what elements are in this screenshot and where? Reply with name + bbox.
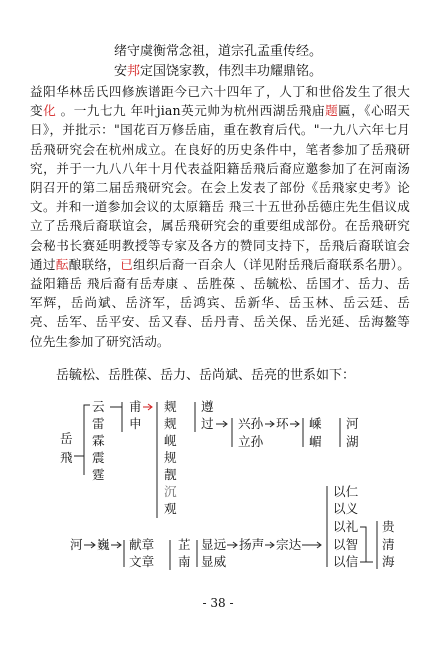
tree-node-mei: 嵋 xyxy=(309,434,322,449)
tree-root-2: 飛 xyxy=(60,450,73,465)
tree-node-he: 河 xyxy=(346,416,359,431)
tree-connector xyxy=(74,405,90,475)
tree-connector xyxy=(360,527,373,562)
highlight-text: 邦 xyxy=(126,64,140,79)
tree-node-hu: 湖 xyxy=(346,434,359,449)
tree-node-zongda: 宗达 xyxy=(276,537,302,552)
poem-line-2-text: 安邦定国饶家教，伟烈丰功耀鼎铭。 xyxy=(113,64,323,79)
genealogy-intro: 岳毓松、岳胜葆、岳力、岳尚斌、岳亮的世系如下： xyxy=(56,368,356,383)
highlight-text: 酝 xyxy=(55,256,69,272)
tree-node-xianwei: 显威 xyxy=(201,554,227,569)
tree-node-nan: 南 xyxy=(178,554,191,569)
tree-node-zhisun: 立孙 xyxy=(238,434,264,449)
tree-node-zun: 遵 xyxy=(201,399,214,414)
tree-node-hai: 海 xyxy=(382,554,395,569)
tree-node-xingsun: 兴孙 xyxy=(238,416,264,431)
tree-g3: 靓 xyxy=(164,467,177,482)
tree-son-b: 以义 xyxy=(333,501,359,516)
tree-son-b: 以礼 xyxy=(333,519,359,534)
tree-node-he2: 河 xyxy=(70,537,83,552)
text-run: 匾，《心昭天日》，并批示："国花百万修岳庙，重在教育后代。"一九八六年七月岳飛研究会在杭州成立。在良好的历史条件中，笔者参加了岳飛研究，并于一九八八年十月代表益阳籍岳飛后裔应邀参加了在河南汤阴召开的第二届岳飛研究会。在会上发表了部份《岳飛家史考》论文。并和一道参加会议的太原籍岳 飛三十五世孙岳德庄先生倡议成立了岳飛后裔联谊会，属岳飛研究会的重要组成部份。在岳飛研究会秘书长赛延明教授等专家及各方的赞同支持下，岳飛后裔联谊会通过 xyxy=(30,103,410,272)
tree-node-shi: 嵊 xyxy=(309,416,322,431)
tree-node-shen: 申 xyxy=(129,416,142,431)
tree-son: 云 xyxy=(92,399,105,414)
tree-g3: 觌 xyxy=(164,416,177,431)
tree-node-fu: 甫 xyxy=(129,399,142,414)
tree-node-gui: 贵 xyxy=(382,519,395,534)
tree-son-b: 以仁 xyxy=(333,484,359,499)
tree-node-zhi: 芷 xyxy=(178,537,191,552)
text-run: 组织后裔一百余人（详见附岳飛后裔联系名册）。益阳籍岳 飛后裔有岳寿康 、岳胜葆 、岳毓松、岳国才、岳力、岳军辉，岳尚斌、岳济军，岳鸿宾、岳新华、岳玉林、岳云廷、岳亮、岳军、岳平安、岳又春、岳丹青、岳关保、岳光延、岳海鳌等位先生参加了研究活动。 xyxy=(30,256,410,349)
tree-son: 震 xyxy=(92,450,105,465)
tree-node-wenzhang: 文章 xyxy=(129,554,155,569)
tree-son: 霆 xyxy=(92,467,105,482)
text-run: 酿联络， xyxy=(68,256,121,272)
tree-node-huan: 环 xyxy=(276,416,289,431)
tree-g3: 觌 xyxy=(164,399,177,414)
highlight-text: 已 xyxy=(120,256,134,272)
tree-g3: 岘 xyxy=(164,433,177,448)
tree-node-guo: 过 xyxy=(201,416,214,431)
highlight-text: 题 xyxy=(325,103,339,119)
text-run: 。一九七九 年叶jian英元帅为杭州西湖岳飛庙 xyxy=(56,103,326,119)
tree-son-b: 以信 xyxy=(333,554,359,569)
tree-node-yangsheng: 扬声 xyxy=(239,537,265,552)
tree-node-xianzhang: 献章 xyxy=(129,537,155,552)
tree-son: 霖 xyxy=(92,433,105,448)
tree-node-wei: 巍 xyxy=(97,537,110,552)
tree-g3: 沉 xyxy=(164,484,177,499)
tree-g3: 规 xyxy=(164,450,177,465)
tree-g3: 观 xyxy=(164,501,177,516)
tree-node-qing: 清 xyxy=(382,537,395,552)
poem-line-1: 绪守虞衡常念祖，道宗孔孟重传经。 xyxy=(113,44,322,59)
page-number: - 38 - xyxy=(202,596,234,610)
text-run: 益阳华林岳氏四修族谱距今已六十四年了，人丁和世俗发生了很大变 xyxy=(30,84,410,119)
tree-son-b: 以智 xyxy=(333,537,359,552)
highlight-text: 化 xyxy=(43,103,57,119)
tree-node-xianyuan: 显远 xyxy=(201,537,227,552)
tree-root-1: 岳 xyxy=(60,431,73,446)
tree-son: 雷 xyxy=(92,416,105,431)
